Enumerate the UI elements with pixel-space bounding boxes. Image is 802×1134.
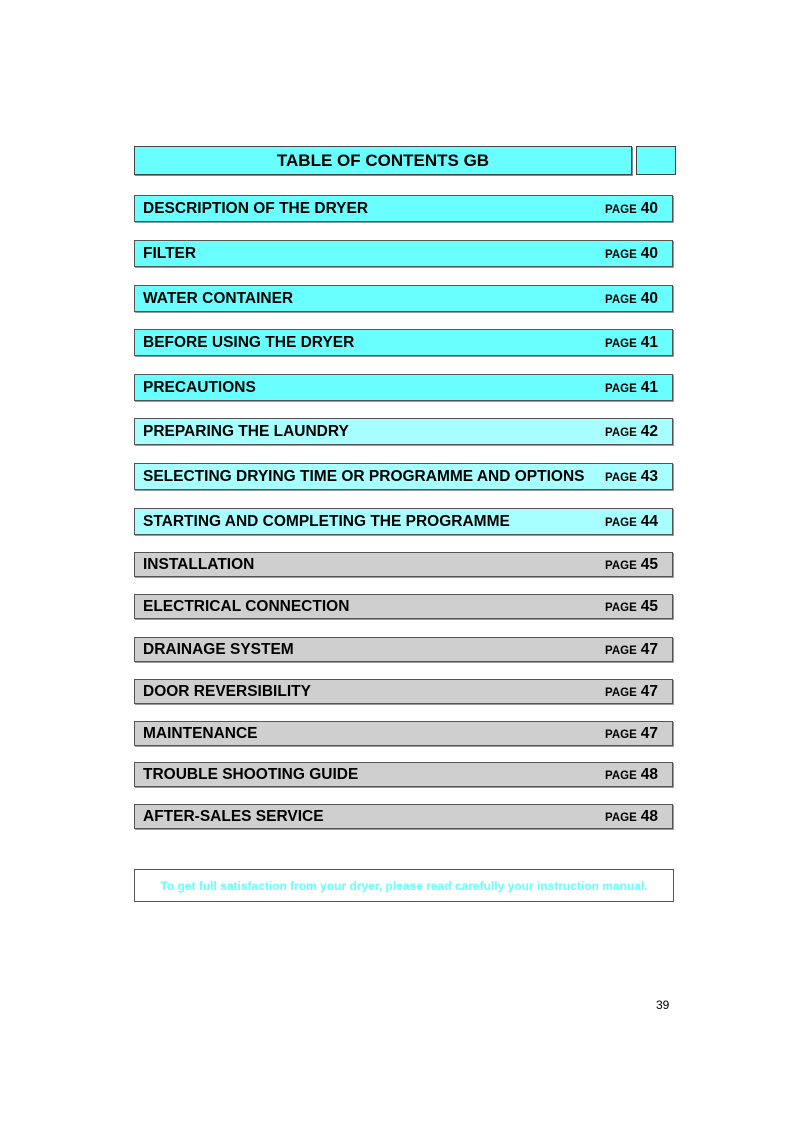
toc-entry[interactable] — [134, 679, 673, 704]
toc-entry[interactable] — [134, 418, 673, 445]
toc-entry-page: PAGE 45 — [605, 555, 658, 573]
toc-entry-label: WATER CONTAINER — [143, 289, 294, 307]
page-number: 39 — [656, 998, 670, 1012]
toc-entry-label: SELECTING DRYING TIME OR PROGRAMME AND OPTIONS — [143, 467, 585, 485]
toc-entry-label: INSTALLATION — [143, 555, 255, 573]
toc-entry[interactable] — [134, 721, 673, 746]
toc-entry-page: PAGE 41 — [605, 333, 658, 351]
toc-entry-label: BEFORE USING THE DRYER — [143, 333, 355, 351]
toc-entry-page: PAGE 43 — [605, 467, 658, 485]
toc-entry-page: PAGE 45 — [605, 597, 658, 615]
instruction-note-text: To get full satisfaction from your dryer, please read carefully your instruction manual. — [160, 878, 648, 893]
toc-entry[interactable] — [134, 374, 673, 401]
toc-entry-page: PAGE 41 — [605, 378, 658, 396]
toc-entry-label: DESCRIPTION OF THE DRYER — [143, 199, 369, 217]
toc-entry-label: MAINTENANCE — [143, 724, 258, 742]
toc-entry[interactable] — [134, 329, 673, 356]
toc-entry[interactable] — [134, 285, 673, 312]
instruction-note — [134, 869, 674, 902]
toc-entry[interactable] — [134, 508, 673, 535]
toc-entry-label: DRAINAGE SYSTEM — [143, 640, 294, 658]
toc-title — [134, 146, 632, 175]
toc-entry-label: PRECAUTIONS — [143, 378, 256, 396]
toc-entry-label: ELECTRICAL CONNECTION — [143, 597, 350, 615]
toc-entry-page: PAGE 42 — [605, 422, 658, 440]
toc-title-text: TABLE OF CONTENTS GB — [276, 150, 490, 170]
toc-entry-page: PAGE 44 — [605, 512, 658, 530]
toc-entry[interactable] — [134, 762, 673, 787]
toc-entry-page: PAGE 40 — [605, 199, 658, 217]
toc-entry[interactable] — [134, 552, 673, 577]
toc-entry-label: DOOR REVERSIBILITY — [143, 682, 311, 700]
toc-entry-label: AFTER-SALES SERVICE — [143, 807, 324, 825]
toc-entry-label: STARTING AND COMPLETING THE PROGRAMME — [143, 512, 510, 530]
toc-entry[interactable] — [134, 804, 673, 829]
toc-entry[interactable] — [134, 637, 673, 662]
toc-entry-page: PAGE 48 — [605, 765, 658, 783]
toc-entry-label: PREPARING THE LAUNDRY — [143, 422, 349, 440]
toc-entry[interactable] — [134, 463, 673, 490]
toc-entry-page: PAGE 47 — [605, 682, 658, 700]
toc-entry-label: TROUBLE SHOOTING GUIDE — [143, 765, 359, 783]
title-side-box — [636, 146, 676, 175]
toc-entry-page: PAGE 48 — [605, 807, 658, 825]
toc-entry[interactable] — [134, 240, 673, 267]
toc-entry-page: PAGE 40 — [605, 289, 658, 307]
toc-entry[interactable] — [134, 594, 673, 619]
toc-entry-label: FILTER — [143, 244, 197, 262]
toc-entry[interactable] — [134, 195, 673, 222]
toc-entry-page: PAGE 47 — [605, 640, 658, 658]
toc-entry-page: PAGE 47 — [605, 724, 658, 742]
toc-entry-page: PAGE 40 — [605, 244, 658, 262]
